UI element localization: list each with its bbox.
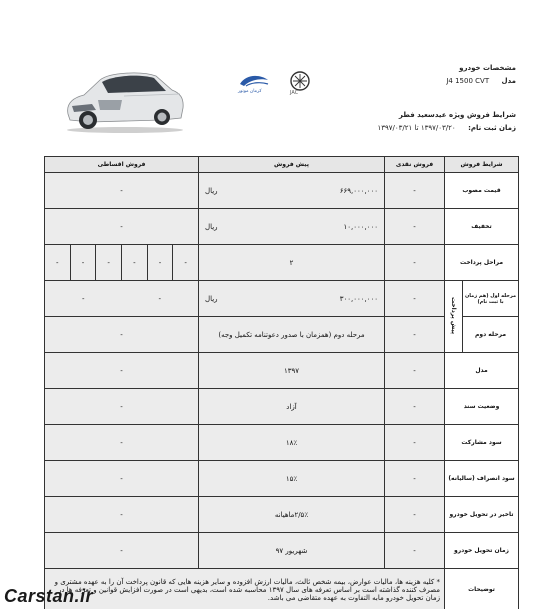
second-payment-cash: - xyxy=(385,317,445,353)
row-notes xyxy=(45,569,519,609)
brand-logos xyxy=(238,70,318,100)
row-price-label: قیمت مصوب xyxy=(445,173,519,209)
row-first-payment xyxy=(45,281,519,317)
price-unit: ریال xyxy=(205,186,218,195)
row-cancel xyxy=(45,461,519,497)
model-presale: ۱۳۹۷ xyxy=(199,353,385,389)
row-model xyxy=(45,353,519,389)
cancel-cash: - xyxy=(385,461,445,497)
document-cash: - xyxy=(385,389,445,425)
registration-label: زمان ثبت نام: xyxy=(468,124,516,132)
document-presale: آزاد xyxy=(199,389,385,425)
cancel-installment: - xyxy=(45,461,199,497)
spec-title: مشخصات خودرو xyxy=(459,64,516,72)
row-second-payment-label: مرحله دوم xyxy=(463,317,519,353)
row-model-label: مدل xyxy=(445,353,519,389)
delivery-installment: - xyxy=(45,533,199,569)
prepay-group-label xyxy=(445,281,463,353)
first-payment-installment xyxy=(45,281,199,317)
registration-line xyxy=(378,124,517,132)
profit-cash: - xyxy=(385,425,445,461)
profit-presale: ۱۸٪ xyxy=(199,425,385,461)
model-cash: - xyxy=(385,353,445,389)
table-header-row xyxy=(45,157,519,173)
delay-cash: - xyxy=(385,497,445,533)
sale-title: شرایط فروش ویژه عیدسعید فطر xyxy=(398,111,516,119)
discount-presale xyxy=(199,209,385,245)
delay-presale: ۲/۵٪ماهیانه xyxy=(199,497,385,533)
row-stages xyxy=(45,245,519,281)
row-price xyxy=(45,173,519,209)
model-value: J4 1500 CVT xyxy=(446,77,490,85)
first-payment-installment-cell: - xyxy=(158,294,162,303)
row-cancel-label: سود انصراف (سالیانه) xyxy=(445,461,519,497)
profit-installment: - xyxy=(45,425,199,461)
model-line xyxy=(446,77,516,85)
discount-installment: - xyxy=(45,209,199,245)
stages-installment-cell: - xyxy=(70,245,96,280)
discount-unit: ریال xyxy=(205,222,218,231)
row-document xyxy=(45,389,519,425)
car-image xyxy=(62,60,188,134)
row-delay xyxy=(45,497,519,533)
registration-value: ۱۳۹۷/۰۳/۲۰ تا ۱۳۹۷/۰۳/۲۱ xyxy=(377,124,456,132)
header-conditions: شرایط فروش xyxy=(445,157,519,173)
jac-logo-text: JAC xyxy=(290,90,299,96)
second-payment-installment: - xyxy=(45,317,199,353)
model-label: مدل xyxy=(501,77,516,85)
stages-installment-cell: - xyxy=(147,245,173,280)
watermark: Carstan.ir xyxy=(4,586,94,606)
delay-installment: - xyxy=(45,497,199,533)
prepay-group-text: پیش پرداخت xyxy=(450,296,457,335)
row-discount xyxy=(45,209,519,245)
document-installment: - xyxy=(45,389,199,425)
stages-cash: - xyxy=(385,245,445,281)
first-payment-presale xyxy=(199,281,385,317)
stages-installment-cell: - xyxy=(95,245,121,280)
stages-installment xyxy=(45,245,199,281)
notes-text: * کلیه هزینه ها، مالیات عوارض، بیمه شخص ثالث، مالیات ارزش افزوده و سایر هزینه هایی که قانون پرداخت آن را به عهده مشتری و مصرف کننده گذاشته است بر اساس تعرفه های سال ۱۳۹۷ محاسبه شده است، بدیهی است در صورت افزایش قوانین و تعرفه ها در زمان تحویل خودرو مابه التفاوت به عهده متقاضی می باشد. xyxy=(45,569,445,609)
stages-presale: ۲ xyxy=(199,245,385,281)
discount-cash: - xyxy=(385,209,445,245)
dealer-logo-text: کرمان موتور xyxy=(238,89,262,94)
first-payment-installment-cell: - xyxy=(81,294,85,303)
stages-installment-cell: - xyxy=(121,245,147,280)
row-stages-label: مراحل پرداخت xyxy=(445,245,519,281)
price-cash: - xyxy=(385,173,445,209)
row-delay-label: تاخیر در تحویل خودرو xyxy=(445,497,519,533)
price-presale xyxy=(199,173,385,209)
second-payment-presale: مرحله دوم (همزمان با صدور دعوتنامه تکمیل وجه) xyxy=(199,317,385,353)
row-profit xyxy=(45,425,519,461)
stages-installment-cell: - xyxy=(172,245,198,280)
row-profit-label: سود مشارکت xyxy=(445,425,519,461)
cancel-presale: ۱۵٪ xyxy=(199,461,385,497)
header-installment: فروش اقساطی xyxy=(45,157,199,173)
stages-installment-cell: - xyxy=(56,258,59,267)
first-payment-unit: ریال xyxy=(205,294,218,303)
jac-logo-icon xyxy=(238,70,318,100)
first-payment-cash: - xyxy=(385,281,445,317)
row-discount-label: تخفیف xyxy=(445,209,519,245)
header-presale: پیش فروش xyxy=(199,157,385,173)
row-first-payment-label: مرحله اول (هم زمان با ثبت نام) xyxy=(463,281,519,317)
row-notes-label: توضیحات xyxy=(445,569,519,609)
row-delivery-label: زمان تحویل خودرو xyxy=(445,533,519,569)
row-delivery xyxy=(45,533,519,569)
sales-table xyxy=(44,156,519,609)
price-value: ۶۶۹,۰۰۰,۰۰۰ xyxy=(339,186,378,195)
discount-value: ۱۰,۰۰۰,۰۰۰ xyxy=(343,222,378,231)
header-cash: فروش نقدی xyxy=(385,157,445,173)
price-installment: - xyxy=(45,173,199,209)
delivery-presale: شهریور ۹۷ xyxy=(199,533,385,569)
model-installment: - xyxy=(45,353,199,389)
first-payment-value: ۳۰۰,۰۰۰,۰۰۰ xyxy=(339,294,378,303)
row-document-label: وضعیت سند xyxy=(445,389,519,425)
delivery-cash: - xyxy=(385,533,445,569)
